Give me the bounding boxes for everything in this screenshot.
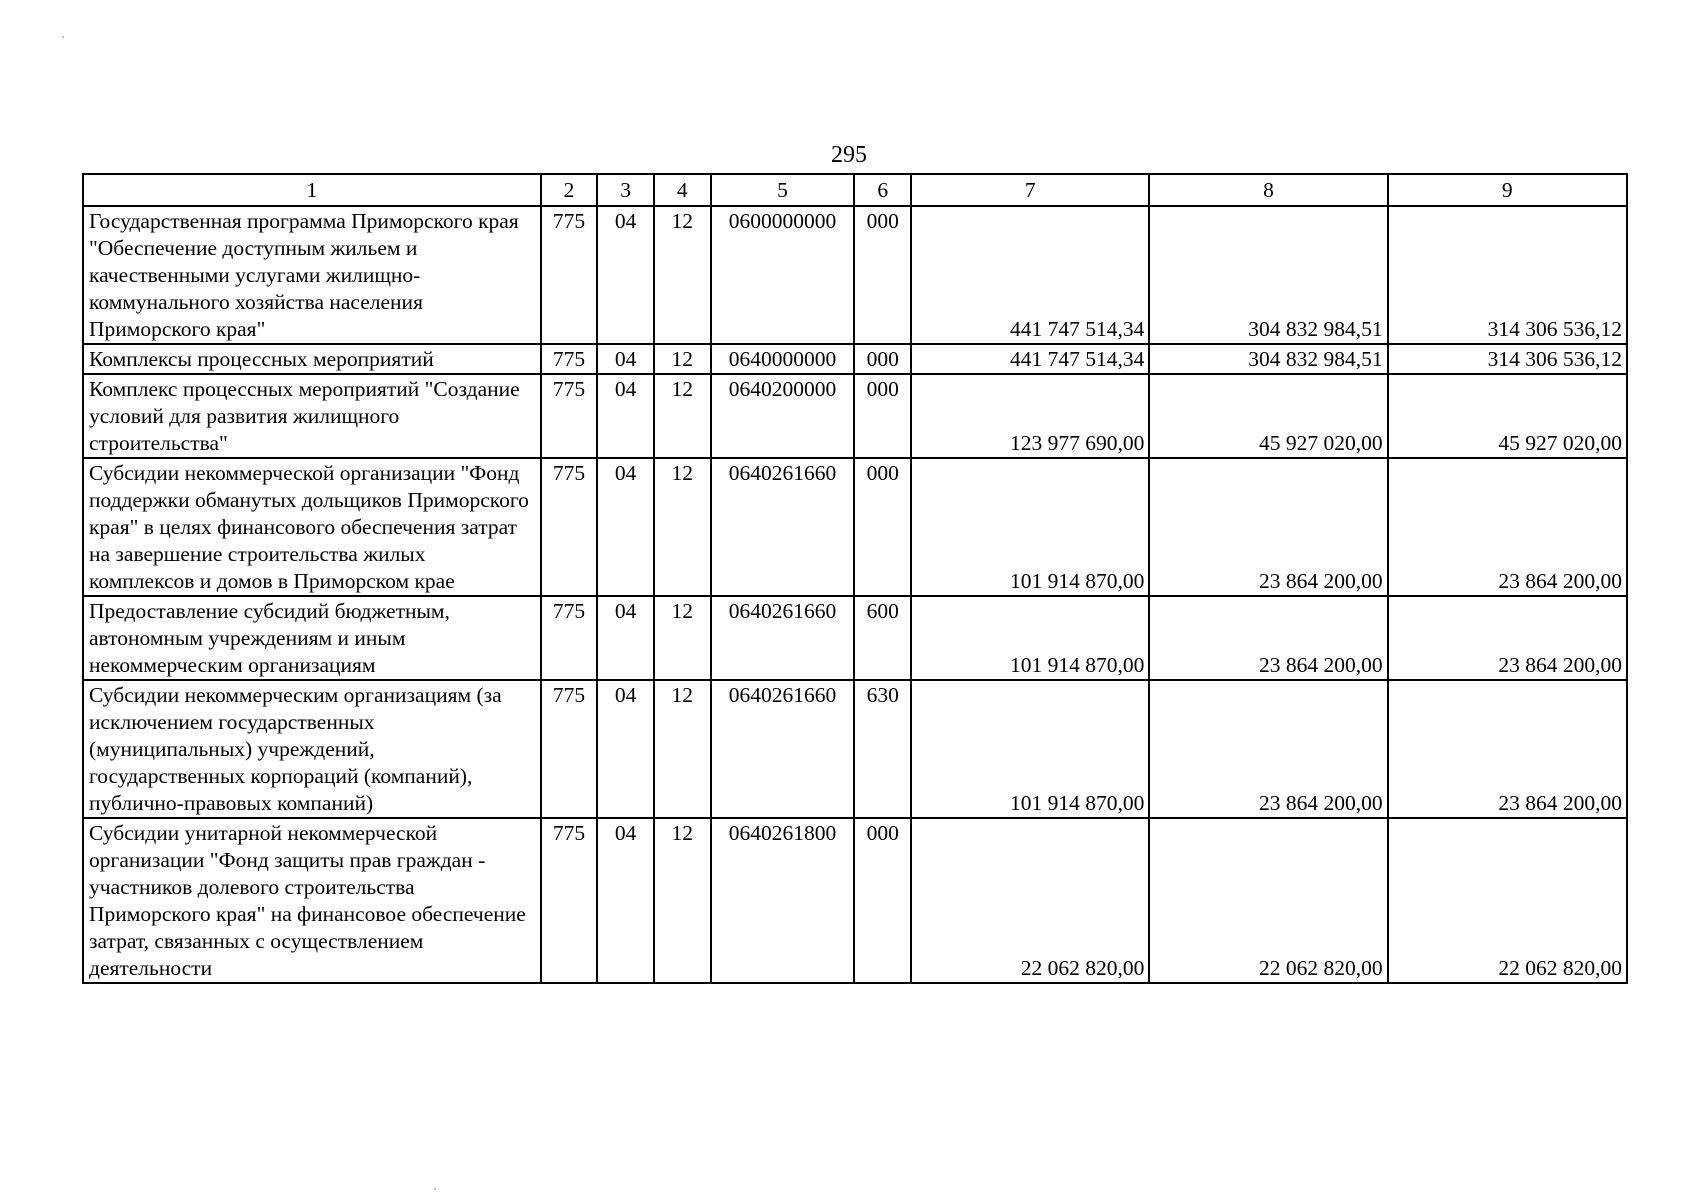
page-number: 295 bbox=[831, 142, 867, 168]
column-header: 4 bbox=[654, 174, 711, 206]
cell-subsection: 12 bbox=[654, 374, 711, 458]
row-name: Комплекс процессных мероприятий "Создание условий для развития жилищного строительства" bbox=[83, 374, 541, 458]
column-header: 2 bbox=[541, 174, 598, 206]
cell-amount-col7: 123 977 690,00 bbox=[911, 374, 1149, 458]
column-header: 3 bbox=[597, 174, 654, 206]
cell-amount-col8: 23 864 200,00 bbox=[1149, 680, 1387, 818]
cell-ministry-code: 775 bbox=[541, 374, 598, 458]
cell-target-article: 0640200000 bbox=[711, 374, 855, 458]
cell-subsection: 12 bbox=[654, 206, 711, 344]
cell-amount-col9: 314 306 536,12 bbox=[1388, 206, 1627, 344]
cell-subsection: 12 bbox=[654, 596, 711, 680]
cell-expense-type: 000 bbox=[854, 458, 911, 596]
row-name: Комплексы процессных мероприятий bbox=[83, 344, 541, 374]
cell-ministry-code: 775 bbox=[541, 818, 598, 983]
cell-amount-col8: 22 062 820,00 bbox=[1149, 818, 1387, 983]
cell-section: 04 bbox=[597, 374, 654, 458]
cell-amount-col9: 45 927 020,00 bbox=[1388, 374, 1627, 458]
cell-amount-col9: 23 864 200,00 bbox=[1388, 596, 1627, 680]
cell-amount-col8: 304 832 984,51 bbox=[1149, 344, 1387, 374]
cell-subsection: 12 bbox=[654, 680, 711, 818]
column-header: 9 bbox=[1388, 174, 1627, 206]
cell-ministry-code: 775 bbox=[541, 458, 598, 596]
cell-ministry-code: 775 bbox=[541, 596, 598, 680]
column-header: 1 bbox=[83, 174, 541, 206]
table-row bbox=[83, 458, 1627, 596]
cell-expense-type: 000 bbox=[854, 206, 911, 344]
cell-section: 04 bbox=[597, 680, 654, 818]
cell-amount-col7: 441 747 514,34 bbox=[911, 206, 1149, 344]
cell-section: 04 bbox=[597, 344, 654, 374]
cell-amount-col8: 23 864 200,00 bbox=[1149, 458, 1387, 596]
cell-expense-type: 600 bbox=[854, 596, 911, 680]
cell-amount-col7: 101 914 870,00 bbox=[911, 458, 1149, 596]
row-name: Субсидии некоммерческой организации "Фонд поддержки обманутых дольщиков Приморского края" в целях финансового обеспечения затрат на завершение строительства жилых комплексов и домов в Приморском крае bbox=[83, 458, 541, 596]
column-header: 6 bbox=[854, 174, 911, 206]
table-row bbox=[83, 206, 1627, 344]
cell-ministry-code: 775 bbox=[541, 680, 598, 818]
cell-amount-col8: 304 832 984,51 bbox=[1149, 206, 1387, 344]
cell-amount-col9: 22 062 820,00 bbox=[1388, 818, 1627, 983]
cell-subsection: 12 bbox=[654, 458, 711, 596]
cell-amount-col8: 45 927 020,00 bbox=[1149, 374, 1387, 458]
cell-target-article: 0640000000 bbox=[711, 344, 855, 374]
cell-section: 04 bbox=[597, 458, 654, 596]
column-header: 7 bbox=[911, 174, 1149, 206]
cell-section: 04 bbox=[597, 596, 654, 680]
cell-amount-col7: 101 914 870,00 bbox=[911, 596, 1149, 680]
scan-artifact bbox=[434, 1188, 436, 1190]
table-row bbox=[83, 680, 1627, 818]
cell-expense-type: 630 bbox=[854, 680, 911, 818]
cell-ministry-code: 775 bbox=[541, 206, 598, 344]
cell-subsection: 12 bbox=[654, 344, 711, 374]
column-header: 8 bbox=[1149, 174, 1387, 206]
table-row bbox=[83, 374, 1627, 458]
cell-subsection: 12 bbox=[654, 818, 711, 983]
cell-expense-type: 000 bbox=[854, 344, 911, 374]
cell-target-article: 0600000000 bbox=[711, 206, 855, 344]
cell-section: 04 bbox=[597, 206, 654, 344]
row-name: Субсидии унитарной некоммерческой организации "Фонд защиты прав граждан - участников долевого строительства Приморского края" на финансовое обеспечение затрат, связанных с осуществлением деятельности bbox=[83, 818, 541, 983]
cell-target-article: 0640261800 bbox=[711, 818, 855, 983]
cell-amount-col7: 441 747 514,34 bbox=[911, 344, 1149, 374]
cell-target-article: 0640261660 bbox=[711, 680, 855, 818]
cell-amount-col9: 23 864 200,00 bbox=[1388, 680, 1627, 818]
cell-section: 04 bbox=[597, 818, 654, 983]
cell-expense-type: 000 bbox=[854, 818, 911, 983]
column-header: 5 bbox=[711, 174, 855, 206]
cell-amount-col8: 23 864 200,00 bbox=[1149, 596, 1387, 680]
cell-target-article: 0640261660 bbox=[711, 596, 855, 680]
cell-amount-col7: 22 062 820,00 bbox=[911, 818, 1149, 983]
table-header-row bbox=[83, 174, 1627, 206]
table-row bbox=[83, 344, 1627, 374]
cell-amount-col9: 314 306 536,12 bbox=[1388, 344, 1627, 374]
row-name: Предоставление субсидий бюджетным, автономным учреждениям и иным некоммерческим организациям bbox=[83, 596, 541, 680]
scan-artifact bbox=[62, 36, 64, 38]
row-name: Субсидии некоммерческим организациям (за исключением государственных (муниципальных) учреждений, государственных корпораций (компаний), публично-правовых компаний) bbox=[83, 680, 541, 818]
budget-table bbox=[82, 173, 1628, 984]
cell-ministry-code: 775 bbox=[541, 344, 598, 374]
table-row bbox=[83, 818, 1627, 983]
cell-expense-type: 000 bbox=[854, 374, 911, 458]
row-name: Государственная программа Приморского края "Обеспечение доступным жильем и качественными услугами жилищно-коммунального хозяйства населения Приморского края" bbox=[83, 206, 541, 344]
cell-target-article: 0640261660 bbox=[711, 458, 855, 596]
cell-amount-col7: 101 914 870,00 bbox=[911, 680, 1149, 818]
cell-amount-col9: 23 864 200,00 bbox=[1388, 458, 1627, 596]
table-row bbox=[83, 596, 1627, 680]
